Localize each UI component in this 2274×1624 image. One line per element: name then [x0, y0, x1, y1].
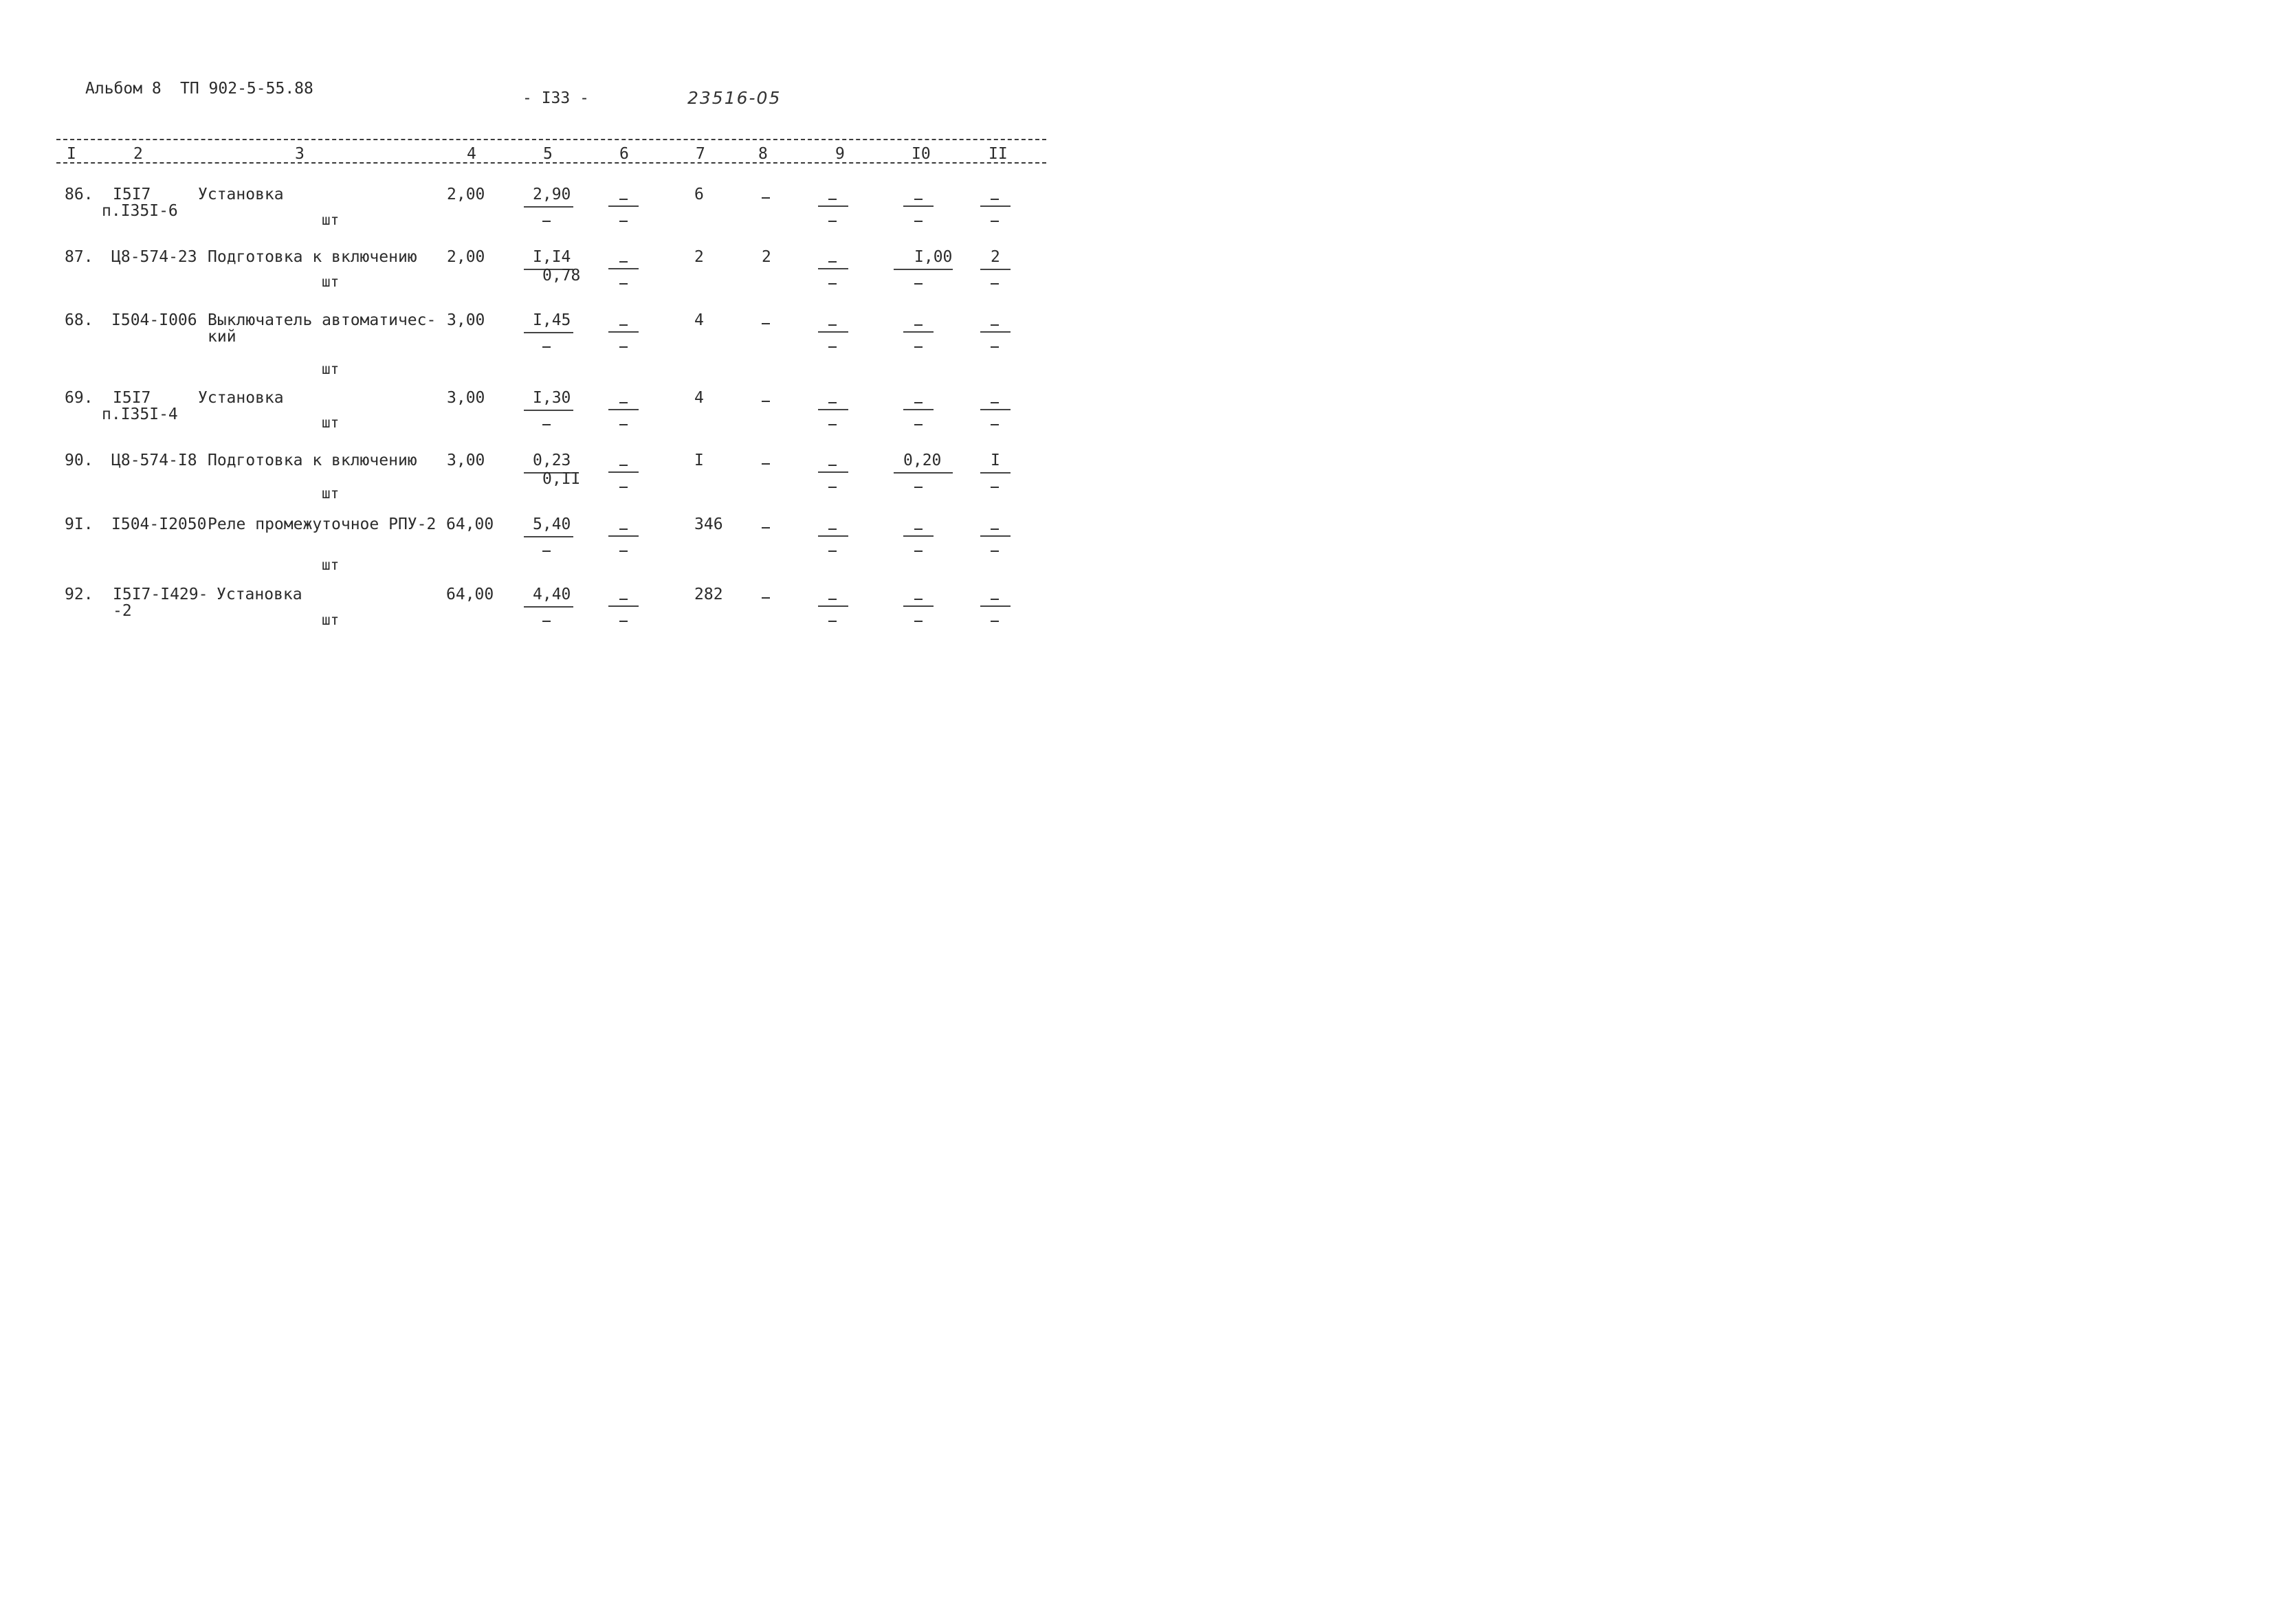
- col6-bottom-dash: [619, 487, 628, 488]
- work-name: Выключатель автоматичес-: [208, 311, 437, 329]
- code-line-1: Ц8-574-I8: [111, 452, 197, 469]
- col9-top-dash: [828, 465, 837, 466]
- code-line-2: п.I35I-6: [102, 202, 178, 220]
- code-line-1: I504-I2050: [111, 515, 207, 533]
- unit-label: шт: [322, 414, 340, 431]
- col6-top-dash: [619, 261, 628, 263]
- col5-top: 5,40: [533, 515, 571, 533]
- col10-underline: [903, 605, 934, 607]
- col5-top: 4,40: [533, 586, 571, 603]
- row-number: 90.: [65, 452, 93, 469]
- col10-underline: [894, 472, 953, 474]
- col6-bottom-dash: [619, 221, 628, 222]
- col9-underline: [818, 268, 848, 269]
- column-number: II: [989, 145, 1008, 163]
- col6-top-dash: [619, 199, 628, 200]
- col6-bottom-dash: [619, 621, 628, 622]
- col11-bottom-dash: [991, 424, 999, 425]
- col10-bottom-dash: [914, 221, 923, 222]
- code-line-2: п.I35I-4: [102, 405, 178, 423]
- col6-top-dash: [619, 599, 628, 600]
- col5-bottom-dash: [542, 221, 551, 222]
- code-line-2: -2: [113, 602, 132, 620]
- col6-top-dash: [619, 529, 628, 530]
- column-number: I: [67, 145, 76, 163]
- col5-top: 0,23: [533, 452, 571, 469]
- col8-dash: [762, 463, 770, 465]
- column-number: 3: [295, 145, 305, 163]
- unit-label: шт: [322, 361, 340, 377]
- unit-label: шт: [322, 274, 340, 290]
- quantity: 2,00: [447, 186, 485, 203]
- col5-bottom: 0,78: [542, 267, 581, 285]
- col6-underline: [608, 331, 639, 333]
- col7-value: 4: [694, 389, 704, 407]
- col10-top-dash: [914, 199, 923, 200]
- col6-top-dash: [619, 402, 628, 403]
- col10-underline: [903, 409, 934, 410]
- col10-bottom-dash: [914, 346, 923, 348]
- unit-label: шт: [322, 212, 340, 228]
- col5-underline: [524, 606, 573, 608]
- col6-top-dash: [619, 465, 628, 466]
- col11-underline: [980, 205, 1011, 207]
- work-name: Подготовка к включению: [208, 452, 417, 469]
- album-label: Альбом 8: [85, 80, 162, 98]
- work-name: Реле промежуточное РПУ-2: [208, 515, 437, 533]
- col6-underline: [608, 268, 639, 269]
- col9-bottom-dash: [828, 283, 837, 285]
- col8-dash: [762, 197, 770, 199]
- col9-bottom-dash: [828, 424, 837, 425]
- col10-top: 0,20: [903, 452, 942, 469]
- row-number: 92.: [65, 586, 93, 603]
- work-name: Установка: [198, 186, 284, 203]
- col10-top-dash: [914, 529, 923, 530]
- col7-value: 2: [694, 248, 704, 266]
- col6-bottom-dash: [619, 550, 628, 552]
- col5-bottom-dash: [542, 346, 551, 348]
- col9-bottom-dash: [828, 221, 837, 222]
- col5-top: 2,90: [533, 186, 571, 203]
- col11-bottom-dash: [991, 487, 999, 488]
- col10-top: I,00: [914, 248, 953, 266]
- unit-label: шт: [322, 612, 340, 628]
- col10-underline: [903, 205, 934, 207]
- col9-underline: [818, 471, 848, 473]
- col9-underline: [818, 535, 848, 537]
- project-code: ТП 902-5-55.88: [180, 80, 313, 98]
- col11-top: 2: [991, 248, 1000, 266]
- col9-bottom-dash: [828, 487, 837, 488]
- col6-underline: [608, 471, 639, 473]
- col6-underline: [608, 409, 639, 410]
- col7-value: 282: [694, 586, 723, 603]
- work-name: Установка: [198, 389, 284, 407]
- col11-underline: [980, 409, 1011, 410]
- col6-bottom-dash: [619, 424, 628, 425]
- col6-bottom-dash: [619, 283, 628, 285]
- col6-bottom-dash: [619, 346, 628, 348]
- col10-bottom-dash: [914, 621, 923, 622]
- col9-top-dash: [828, 199, 837, 200]
- col9-bottom-dash: [828, 621, 837, 622]
- col10-top-dash: [914, 599, 923, 600]
- col6-underline: [608, 535, 639, 537]
- row-number: 9I.: [65, 515, 93, 533]
- code-line-1: Ц8-574-23: [111, 248, 197, 266]
- col8-dash: [762, 527, 770, 529]
- col8-dash: [762, 401, 770, 402]
- col9-bottom-dash: [828, 550, 837, 552]
- quantity: 2,00: [447, 248, 485, 266]
- col11-underline: [980, 269, 1011, 270]
- column-number: 6: [619, 145, 629, 163]
- quantity: 3,00: [447, 389, 485, 407]
- col11-underline: [980, 605, 1011, 607]
- col11-bottom-dash: [991, 221, 999, 222]
- col6-underline: [608, 205, 639, 207]
- col9-top-dash: [828, 402, 837, 403]
- col10-bottom-dash: [914, 424, 923, 425]
- col5-top: I,I4: [533, 248, 571, 266]
- column-number: 8: [758, 145, 768, 163]
- col5-bottom-dash: [542, 424, 551, 425]
- col11-top-dash: [991, 402, 999, 403]
- row-number: 69.: [65, 389, 93, 407]
- row-number: 68.: [65, 311, 93, 329]
- col7-value: I: [694, 452, 704, 469]
- handwritten-number: 23516-05: [687, 88, 782, 108]
- work-name-cont: кий: [208, 328, 236, 346]
- unit-label: шт: [322, 557, 340, 573]
- col10-bottom-dash: [914, 550, 923, 552]
- col11-bottom-dash: [991, 550, 999, 552]
- col11-underline: [980, 331, 1011, 333]
- col10-bottom-dash: [914, 487, 923, 488]
- quantity: 64,00: [446, 515, 494, 533]
- col10-top-dash: [914, 324, 923, 326]
- col5-top: I,30: [533, 389, 571, 407]
- code-line-1: I5I7-I429-: [113, 586, 208, 603]
- col11-bottom-dash: [991, 346, 999, 348]
- unit-label: шт: [322, 485, 340, 502]
- column-number: 2: [133, 145, 143, 163]
- col9-underline: [818, 331, 848, 333]
- code-line-1: I504-I006: [111, 311, 197, 329]
- col8-dash: [762, 597, 770, 599]
- col5-bottom-dash: [542, 621, 551, 622]
- quantity: 3,00: [447, 452, 485, 469]
- col5-top: I,45: [533, 311, 571, 329]
- col11-top-dash: [991, 599, 999, 600]
- col11-top: I: [991, 452, 1000, 469]
- col7-value: 6: [694, 186, 704, 203]
- row-number: 87.: [65, 248, 93, 266]
- col8-dash: [762, 323, 770, 324]
- col10-top-dash: [914, 402, 923, 403]
- page-number: - I33 -: [522, 89, 589, 107]
- col11-bottom-dash: [991, 283, 999, 285]
- col5-bottom-dash: [542, 550, 551, 552]
- col7-value: 346: [694, 515, 723, 533]
- col8-value: 2: [762, 248, 771, 266]
- col5-underline: [524, 206, 573, 208]
- col10-underline: [903, 331, 934, 333]
- column-number: 9: [835, 145, 845, 163]
- col10-bottom-dash: [914, 283, 923, 285]
- column-number: 5: [543, 145, 553, 163]
- quantity: 3,00: [447, 311, 485, 329]
- column-number: I0: [912, 145, 931, 163]
- column-number: 4: [467, 145, 476, 163]
- code-line-1: I5I7: [113, 186, 151, 203]
- row-number: 86.: [65, 186, 93, 203]
- code-line-1: I5I7: [113, 389, 151, 407]
- quantity: 64,00: [446, 586, 494, 603]
- col10-underline: [894, 269, 953, 270]
- col9-top-dash: [828, 261, 837, 263]
- col9-underline: [818, 409, 848, 410]
- col5-underline: [524, 536, 573, 537]
- col6-underline: [608, 605, 639, 607]
- work-name: Установка: [217, 586, 302, 603]
- header-top-line: [56, 139, 1046, 140]
- col9-underline: [818, 205, 848, 207]
- col9-top-dash: [828, 324, 837, 326]
- col5-underline: [524, 332, 573, 333]
- col6-top-dash: [619, 324, 628, 326]
- col7-value: 4: [694, 311, 704, 329]
- col11-underline: [980, 472, 1011, 474]
- col9-underline: [818, 605, 848, 607]
- work-name: Подготовка к включению: [208, 248, 417, 266]
- col11-underline: [980, 535, 1011, 537]
- column-number: 7: [696, 145, 705, 163]
- col10-underline: [903, 535, 934, 537]
- col9-bottom-dash: [828, 346, 837, 348]
- col11-bottom-dash: [991, 621, 999, 622]
- col11-top-dash: [991, 199, 999, 200]
- col9-top-dash: [828, 529, 837, 530]
- col9-top-dash: [828, 599, 837, 600]
- col11-top-dash: [991, 529, 999, 530]
- col11-top-dash: [991, 324, 999, 326]
- col5-underline: [524, 410, 573, 411]
- col5-bottom: 0,II: [542, 470, 581, 488]
